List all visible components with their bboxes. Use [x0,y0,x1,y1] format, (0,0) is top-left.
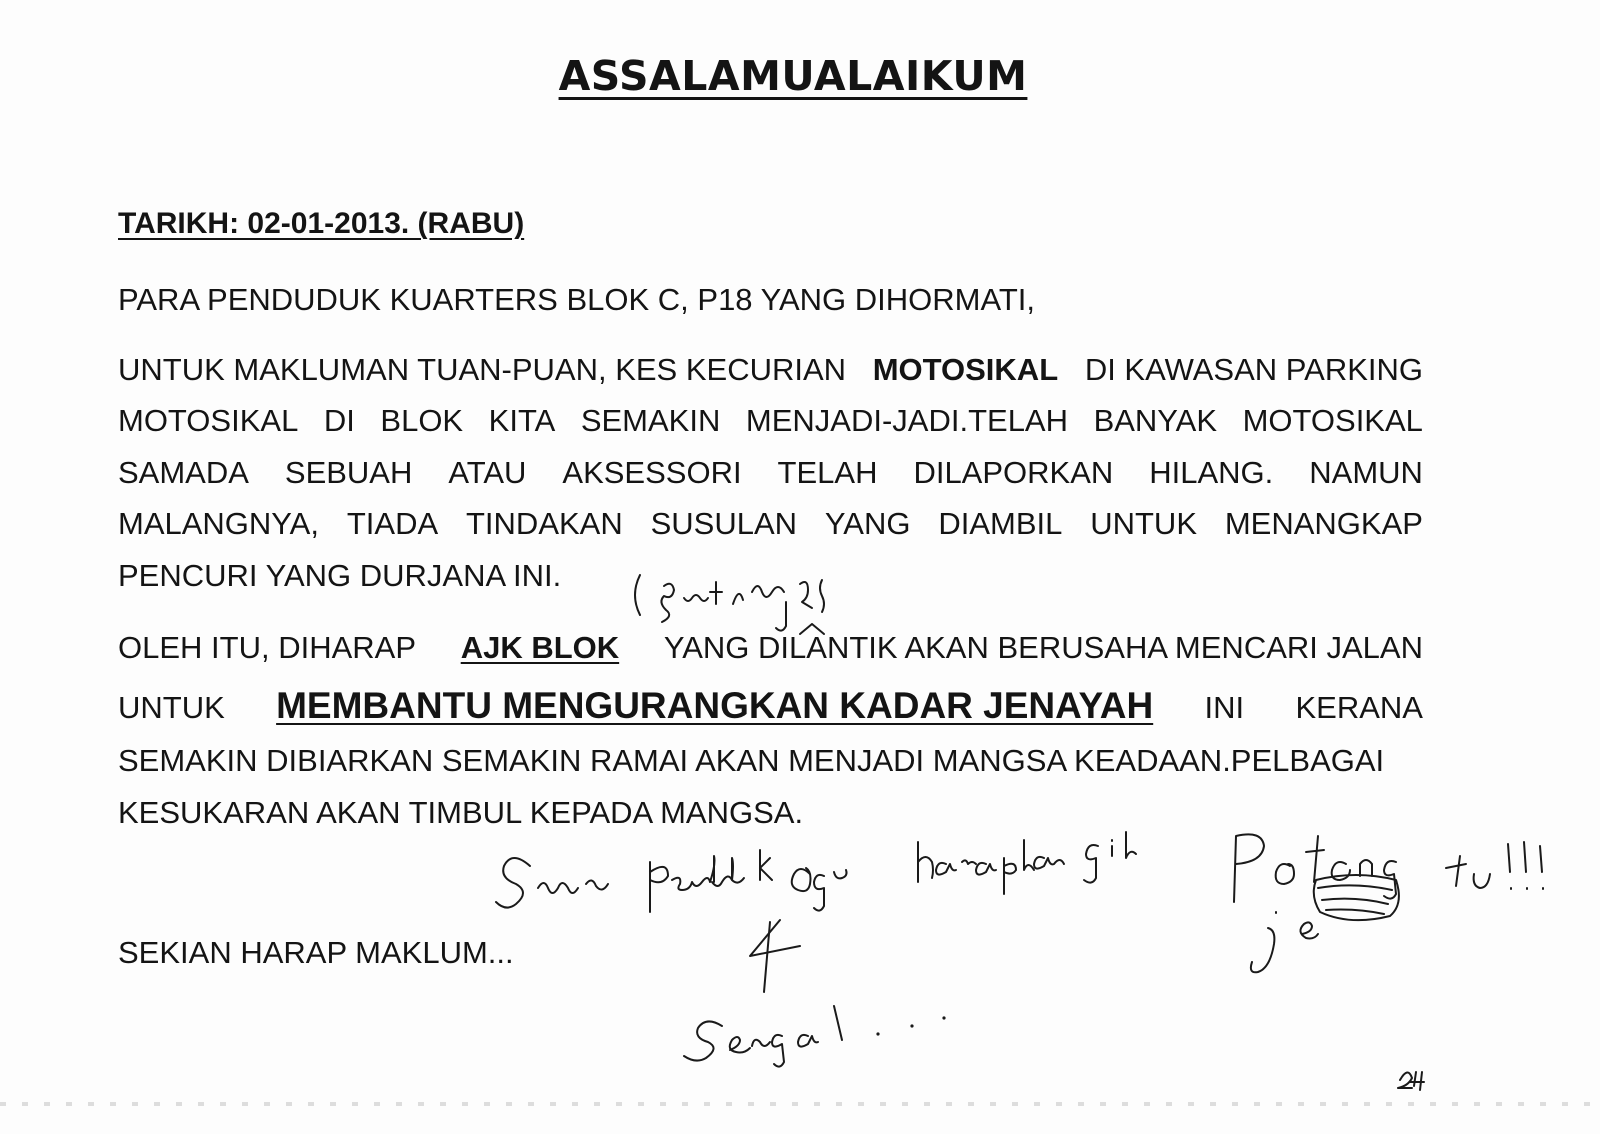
word: DI [323,403,355,438]
notice-title: ASSALAMUALAIKUM [558,52,1028,100]
paragraph-2-line-3: SEMAKIN DIBIARKAN SEMAKIN RAMAI AKAN MENJADI MANGSA KEADAAN.PELBAGAI [118,743,1385,778]
word: MENJADI-JADI.TELAH [745,403,1069,438]
paragraph-1-line-4 [118,506,1423,542]
word: SEBUAH [284,455,413,490]
paragraph-1-line-5: PENCURI YANG DURJANA INI. [118,558,562,593]
closing-line: SEKIAN HARAP MAKLUM... [118,935,514,970]
p2-text-ini: INI [1204,690,1245,725]
notice-date: TARIKH: 02-01-2013. (RABU) [118,207,525,240]
word: KITA [488,403,556,438]
paragraph-1-line-2 [118,403,1423,439]
word: MENANGKAP [1224,506,1423,541]
scan-artifact-line [0,1102,1600,1106]
word: YANG [824,506,911,541]
p2-text-c: YANG DILANTIK AKAN BERUSAHA MENCARI JALAN [663,630,1423,665]
handwritten-note-main [496,832,1136,912]
p2-text-kerana: KERANA [1295,690,1423,725]
redacted-scribble [1314,875,1399,920]
word: NAMUN [1309,455,1423,490]
word: DILAPORKAN [913,455,1114,490]
paragraph-1-line-3 [118,455,1423,491]
paragraph-2-line-2 [118,685,1423,726]
p2-emphasis-ajk-blok: AJK BLOK [460,630,620,665]
handwritten-note-sengal [684,1006,946,1067]
p2-emphasis-jenayah: MEMBANTU MENGURANGKAN KADAR JENAYAH [276,685,1154,726]
paragraph-2-line-1 [118,630,1423,666]
word: AKSESSORI [562,455,742,490]
word: BLOK [380,403,464,438]
word: DIAMBIL [938,506,1063,541]
p1-emphasis-motosikal: MOTOSIKAL [872,352,1059,387]
p2-text-a: OLEH ITU, DIHARAP [118,630,416,665]
word: TELAH [777,455,878,490]
word: UNTUK [1090,506,1197,541]
paragraph-1-line-1 [118,352,1423,388]
word: HILANG. [1149,455,1274,490]
word: MOTOSIKAL [1242,403,1423,438]
word: SUSULAN [650,506,798,541]
word: SAMADA [118,455,249,490]
p1-text-a: UNTUK MAKLUMAN TUAN-PUAN, KES KECURIAN [118,352,847,387]
paragraph-2-line-4: KESUKARAN AKAN TIMBUL KEPADA MANGSA. [118,795,804,830]
page-mark [1398,1072,1424,1090]
word: BANYAK [1093,403,1218,438]
word: MOTOSIKAL [118,403,299,438]
word: MALANGNYA, [118,506,319,541]
p2-text-untuk: UNTUK [118,690,225,725]
salutation: PARA PENDUDUK KUARTERS BLOK C, P18 YANG DIHORMATI, [118,282,1036,317]
p1-text-c: DI KAWASAN PARKING [1084,352,1423,387]
word: TIADA [346,506,439,541]
word: SEMAKIN [580,403,721,438]
word: ATAU [448,455,527,490]
word: TINDAKAN [466,506,623,541]
